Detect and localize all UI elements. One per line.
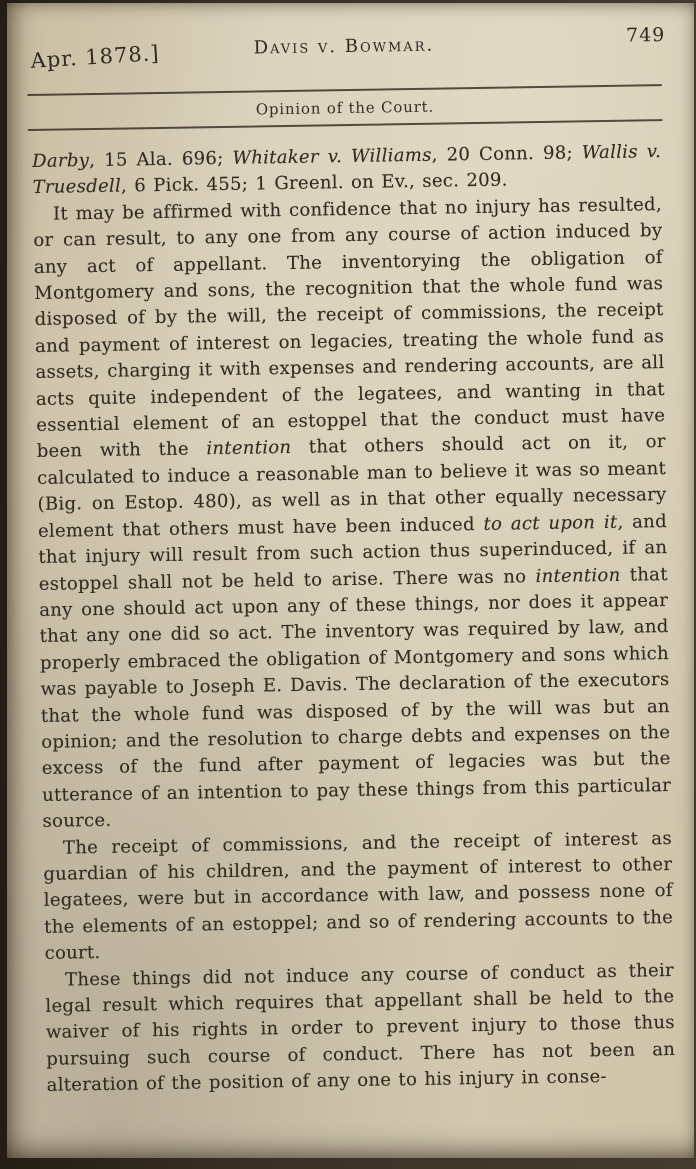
paragraph-citations: Darby, 15 Ala. 696; Whitaker v. Williams, 20 Conn. 98; Wallis v. Truesdell, 6 Pick. 455; 1 Greenl. on Ev., sec. 209. <box>32 141 662 199</box>
page-number: 749 <box>625 24 666 47</box>
header-date: Apr. 1878.] <box>29 41 161 73</box>
paragraph-no-injury: It may be affirmed with confidence that no injury has resulted, or can result, to any one from any course of action induced by any act of appellant. The inventorying the obligation of Montgomery and sons, the recognition that the whole fund was disposed of by the will, the receipt of commissions, the receipt and payment of interest on legacies, treating the whole fund as assets, charging it with expenses and rendering accounts, are all acts quite independent of the legatees, and wanting in that essential element of an estoppel that the conduct must have been with the intention that others should act on it, or calculated to induce a reasonable man to believe it was so meant (Big. on Estop. 480), as well as in that other equally necessary element that others must have been induced to act upon it, and that injury will result from such action thus superinduced, if an estoppel shall not be held to arise. There was no intention that any one should act upon any of these things, nor does it appear that any one did so act. The inventory was required by law, and properly embraced the obligation of Montgomery and sons which was payable to Joseph E. Davis. The declaration of the executors that the whole fund was disposed of by the will was but an opinion; and the resolution to charge debts and expenses on the excess of the fund after payment of legacies was but the utterance of an intention to pay these things from this particular source. <box>33 193 672 833</box>
opinion-body <box>2 121 696 1100</box>
paper-page <box>7 3 694 1158</box>
paragraph-these-things: These things did not induce any course of conduct as their legal result which requires that appellant shall be held to the waiver of his rights in order to prevent injury to those thus pursuing such course of conduct. There has not been an alteration of the position of any one to his injury in conse- <box>45 959 676 1097</box>
running-title: Opinion of the Court. <box>255 97 435 119</box>
page-header <box>0 0 688 80</box>
paragraph-receipt-commissions: The receipt of commissions, and the receipt of interest as guardian of his children, and the payment of interest to other legatees, were but in accordance with law, and possess none of the elements of an estoppel; and so of rendering accounts to the court. <box>43 827 674 965</box>
header-case-title: Davis v. Bowmar. <box>253 34 435 59</box>
